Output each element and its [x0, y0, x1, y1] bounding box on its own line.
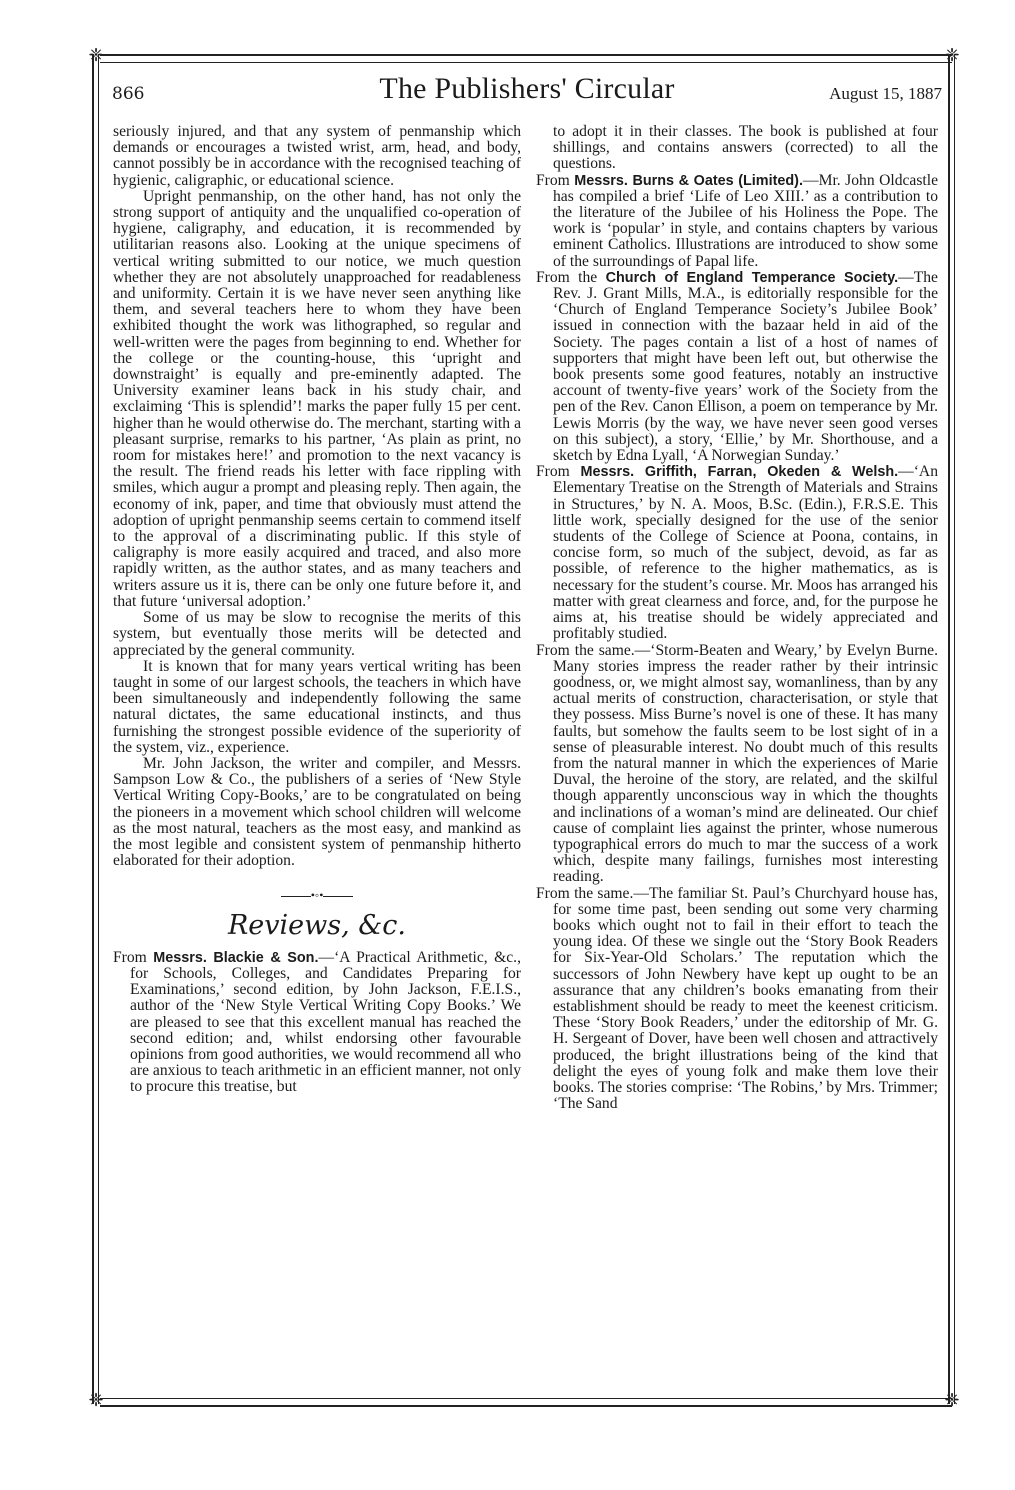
review-entry [536, 173, 938, 270]
page-header [112, 72, 942, 112]
publisher-name: Messrs. Burns & Oates (Limited). [574, 172, 803, 189]
corner-ornament-icon: ❈ [88, 1390, 104, 1411]
review-entry [113, 950, 521, 1096]
left-border-rule [92, 54, 99, 1404]
review-text: —‘A Practical Arithmetic, &c., for Schools, Colleges, and Candidates Preparing for Examinations,’ second edition, by John Jackson, F.E.I.S., author of the ‘New Style Vertical Writing Copy Books.’ We are pleased to see that this excellent manual has reached the second edition; and, whilst endorsing other favourable opinions from good authorities, we would recommend all who are anxious to teach arithmetic in an efficient manner, not only to procure this treatise, but [130, 948, 521, 1096]
right-border-rule [948, 54, 955, 1404]
right-column [536, 124, 938, 1394]
review-text: —The familiar St. Paul’s Churchyard house has, for some time past, been sending out some very charming books which ought not to fail in their effort to teach the young idea. Of these we single out the ‘Story Book Readers for Six-Year-Old Scholars.’ The reputation which the successors of John Newbery have kept up ought to be an assurance that any children’s books emanating from their establishment should be ready to meet the keenest criticism. These ‘Story Book Readers,’ under the editorship of Mr. G. H. Sergeant of Dover, have been well chosen and attractively produced, the bright illustrations being of the kind that delight the eyes of young folk and make them love their books. The stories comprise: ‘The Robins,’ by Mrs. Trimmer; ‘The Sand [553, 884, 938, 1113]
review-text: —The Rev. J. Grant Mills, M.A., is editorially responsible for the ‘Church of England Temperance Society’s Jubilee Book’ issued in connection with the bazaar held in aid of the Society. The pages contain a list of a host of names of supporters that might have been left out, but otherwise the book presents some good features, notably an instructive account of twenty-five years’ work of the Society from the pen of the Rev. Canon Ellison, a poem on temperance by Mr. Lewis Morris (by the way, we have never seen good verses on this subject), a story, ‘Ellie,’ by Mr. Shorthouse, and a sketch by Edna Lyall, ‘A Norwegian Sunday.’ [553, 268, 938, 465]
paragraph: Some of us may be slow to recognise the merits of this system, but eventually those merits will be detected and appreciated by the general community. [113, 609, 521, 659]
paragraph: Mr. John Jackson, the writer and compiler, and Messrs. Sampson Low & Co., the publishers of a series of ‘New Style Vertical Writing Copy-Books,’ are to be congratulated on being the pioneers in a movement which school children will welcome as the most natural, teachers as the most easy, and mankind as the most legible and consistent system of penmanship hitherto elaborated for their adoption. [113, 754, 521, 870]
review-entry [536, 643, 938, 886]
review-lead: From [536, 463, 570, 481]
review-text: —‘An Elementary Treatise on the Strength of Materials and Strains in Structures,’ by N. A. Moos, B.Sc. (Edin.), F.R.S.E. This little work, specially designed for the use of the senior students of the College of Science at Poona, contains, in concise form, so much of the subject, devoid, as far as possible, of reference to the higher mathematics, as is necessary for the student’s course. Mr. Moos has arranged his matter with great clearness and force, and, for the purpose he aims at, his treatise should be widely appreciated and profitably studied. [553, 463, 938, 643]
issue-date: August 15, 1887 [829, 84, 942, 103]
corner-ornament-icon: ❈ [944, 45, 960, 66]
top-border-rule [100, 54, 952, 63]
review-lead: From the same. [536, 641, 635, 659]
bottom-border-rule [100, 1398, 952, 1407]
review-text: —‘Storm-Beaten and Weary,’ by Evelyn Burne. Many stories impress the reader rather by their intrinsic goodness, or, we might almost say, womanliness, than by any actual merits of construction, characterisation, or style that they possess. Miss Burne’s novel is one of these. It has many faults, but somehow the faults seem to be lost sight of in a sense of pleasurable interest. No doubt much of this results from the natural manner in which the experiences of Marie Duval, the heroine of the story, are related, and the skilful though apparently unconscious way in which the thoughts and inclinations of a woman’s mind are delineated. Our chief cause of complaint lies against the printer, whose numerous typographical errors do much to mar the success of a work which, despite many failings, furnishes most interesting reading. [553, 641, 938, 886]
review-lead: From the [536, 268, 598, 286]
paragraph: seriously injured, and that any system of penmanship which demands or encourages a twisted wrist, arm, head, and body, cannot possibly be in accordance with the recognised teaching of hygienic, caligraphic, or educational science. [113, 124, 521, 189]
review-lead: From [113, 948, 147, 966]
page-title: The Publishers' Circular [379, 72, 675, 105]
corner-ornament-icon: ❈ [944, 1390, 960, 1411]
publisher-name: Messrs. Griffith, Farran, Okeden & Welsh. [580, 464, 899, 481]
paragraph: Upright penmanship, on the other hand, has not only the strong support of antiquity and the unqualified co-operation of hygiene, caligraphy, and education, it is recommended by utilitarian reasons also. Looking at the unique specimens of vertical writing submitted to our notice, we much question whether they are not absolutely unapproached for readableness and uniformity. Certain it is we have never seen anything like them, and several teachers here to whom they have been exhibited thought the work was lithographed, so regular and well-written were the pages from beginning to end. Whether for the college or the counting-house, this ‘upright and downstraight’ is equally and pre-eminently adapted. The University examiner leans back in his study chair, and exclaiming ‘This is splendid’! marks the paper fully 15 per cent. higher than he would otherwise do. The merchant, starting with a pleasant surprise, remarks to his partner, ‘As plain as print, no room for mistakes here!’ and promotion to the next vacancy is the result. The friend reads his letter with face rippling with smiles, which augur a prompt and pleasing reply. Then again, the economy of ink, paper, and time that obviously must attend the adoption of upright penmanship seems certain to commend itself to the approval of a discriminating public. If this style of caligraphy is more easily acquired and traced, and also more rapidly written, as the author states, and as many teachers and writers assure us it is, there can be only one future before it, and that future ‘universal adoption.’ [113, 187, 521, 610]
paragraph: to adopt it in their classes. The book is published at four shillings, and contains answers (corrected) to all the questions. [553, 124, 938, 173]
divider-ornament-icon: •◦• [310, 888, 324, 903]
review-entry [536, 270, 938, 464]
corner-ornament-icon: ❈ [88, 45, 104, 66]
section-divider [113, 887, 521, 903]
section-heading: Reviews, &c. [227, 909, 407, 941]
review-text: —Mr. John Oldcastle has compiled a brief ‘Life of Leo XIII.’ as a contribution to the literature of the Jubilee of his Holiness the Pope. The work is ‘popular’ in style, and contains chapters by various eminent Catholics. Illustrations are introduced to show some of the surroundings of Papal life. [553, 171, 938, 270]
publisher-name: Messrs. Blackie & Son. [153, 949, 319, 966]
page-number: 866 [112, 84, 145, 104]
review-entry [536, 464, 938, 642]
review-entry [536, 886, 938, 1113]
left-column [113, 124, 521, 1394]
publisher-name: Church of England Temperance Society. [605, 269, 899, 286]
paragraph: It is known that for many years vertical writing has been taught in some of our largest schools, the teachers in which have been simultaneously and independently following the same natural dictates, the same educational instincts, and thus furnishing the strongest possible evidence of the superiority of the system, viz., experience. [113, 657, 521, 756]
review-lead: From [536, 171, 570, 189]
review-lead: From the same. [536, 884, 634, 902]
